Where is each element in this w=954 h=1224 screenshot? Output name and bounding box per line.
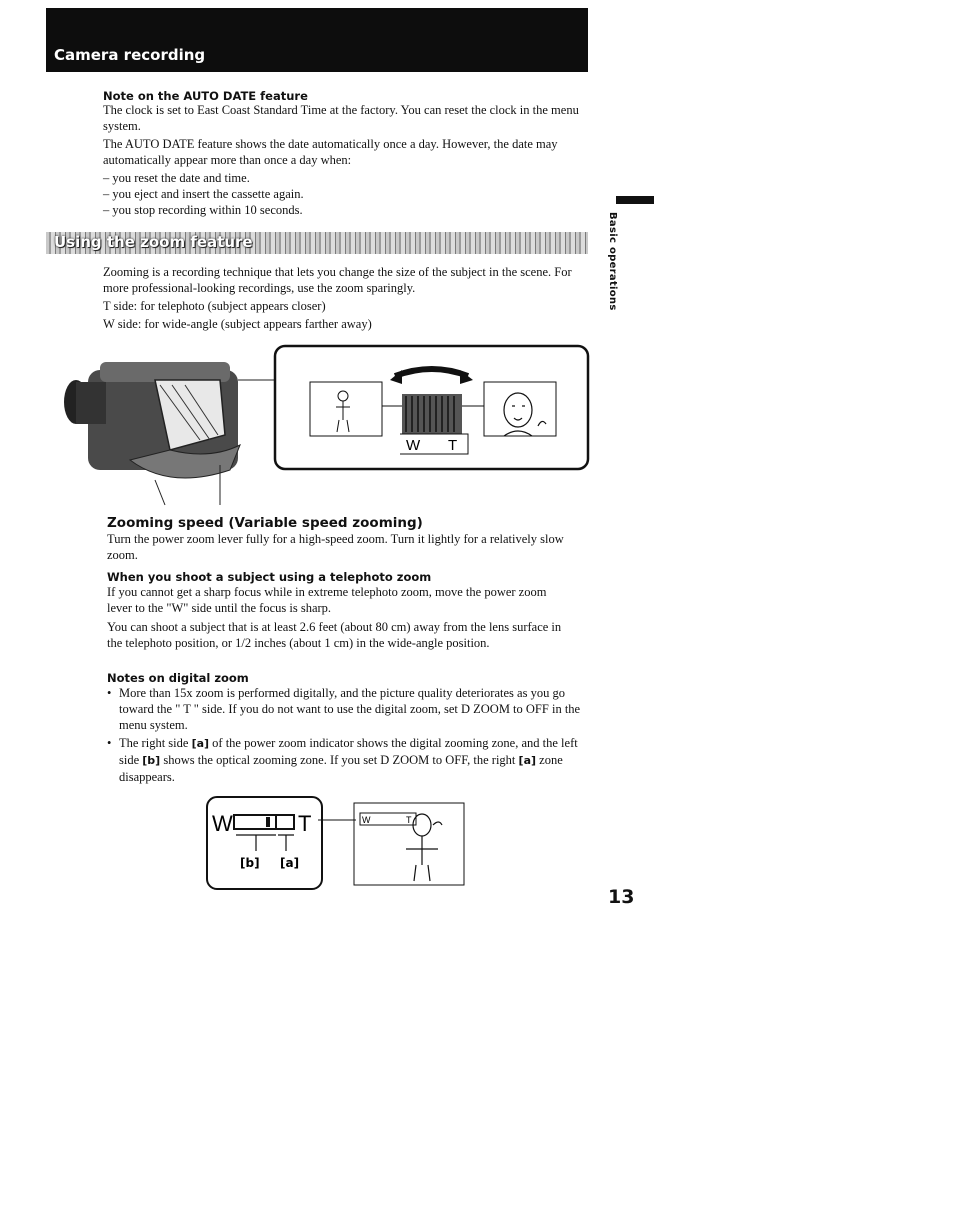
small-w-label: W [362, 815, 371, 825]
a-label: [a] [280, 856, 300, 870]
digital-zoom-b1: More than 15x zoom is performed digitally, and the picture quality deteriorates as you go toward the " T " side. If you do not want to use the digital zoom, set D ZOOM to OFF in the menu system. [119, 686, 581, 732]
label-a: [a] [518, 754, 537, 767]
list-item: – you eject and insert the cassette again. [103, 187, 304, 201]
sidebar-label: Basic operations [607, 212, 618, 311]
tele-view-frame [484, 382, 556, 436]
list-item: • The right side [a] of the power zoom indicator shows the digital zooming zone, and the left side [b] shows the optical zooming zone. If you set D ZOOM to OFF, the right [a] zone disappears. [107, 735, 592, 785]
list-item: – you stop recording within 10 seconds. [103, 203, 303, 217]
wide-view-frame [310, 382, 382, 436]
zoom-speed-heading: Zooming speed (Variable speed zooming) [107, 515, 423, 531]
zoom-section-title: Using the zoom feature [54, 233, 253, 251]
t-label: T [298, 811, 312, 836]
digital-zoom-body [107, 685, 592, 785]
telephoto-body [107, 584, 572, 651]
digital-zoom-b2: The right side [a] of the power zoom indicator shows the digital zooming zone, and the left side [b] shows the optical zooming zone. If you set D ZOOM to OFF, the right [a] zone disappears. [119, 736, 578, 784]
zoom-bar [234, 815, 294, 829]
zoom-section-band [46, 232, 588, 254]
list-item: • More than 15x zoom is performed digitally, and the picture quality deteriorates as you go toward the " T " side. If you do not want to use the digital zoom, set D ZOOM to OFF in the menu system. [107, 685, 592, 733]
t-label: T [448, 437, 458, 454]
w-side-text: W side: for wide-angle (subject appears farther away) [103, 317, 372, 331]
list-item: – you reset the date and time. [103, 171, 250, 185]
zoom-lever-figure [60, 340, 594, 510]
zoom-speed-p1: Turn the power zoom lever fully for a high-speed zoom. Turn it lightly for a relatively slow zoom. [107, 532, 564, 562]
w-label: W [406, 437, 421, 454]
section-title: Camera recording [54, 46, 206, 64]
camcorder-illustration [64, 362, 275, 505]
label-a: [a] [191, 737, 210, 750]
b-label: [b] [240, 856, 260, 870]
auto-date-heading: Note on the AUTO DATE feature [103, 89, 308, 103]
section-header [46, 8, 588, 72]
t-side-text: T side: for telephoto (subject appears closer) [103, 299, 326, 313]
auto-date-body [103, 102, 588, 218]
zoom-arrow [395, 369, 468, 376]
auto-date-p1: The clock is set to East Coast Standard Time at the factory. You can reset the clock in the menu system. [103, 103, 579, 133]
auto-date-p2: The AUTO DATE feature shows the date automatically once a day. However, the date may automatically appear more than once a day when: [103, 137, 558, 167]
digital-zoom-heading: Notes on digital zoom [107, 671, 249, 685]
small-t-label: T [406, 815, 412, 825]
telephoto-p1: If you cannot get a sharp focus while in extreme telephoto zoom, move the power zoom lever to the "W" side until the focus is sharp. [107, 585, 547, 615]
telephoto-heading: When you shoot a subject using a telephoto zoom [107, 570, 432, 584]
telephoto-p2: You can shoot a subject that is at least 2.6 feet (about 80 cm) away from the lens surface in the telephoto position, or 1/2 inches (about 1 cm) in the wide-angle position. [107, 620, 562, 650]
auto-date-list [103, 170, 588, 218]
page-number: 13 [608, 886, 635, 908]
label-b: [b] [142, 754, 161, 767]
section-tab-marker [616, 196, 654, 204]
zoom-intro [103, 264, 573, 332]
zoom-indicator-figure [200, 795, 470, 895]
w-label: W [212, 811, 233, 836]
zoom-speed-body [107, 531, 592, 563]
zoom-intro-p1: Zooming is a recording technique that lets you change the size of the subject in the scene. For more professional-looking recordings, use the zoom sparingly. [103, 265, 572, 295]
